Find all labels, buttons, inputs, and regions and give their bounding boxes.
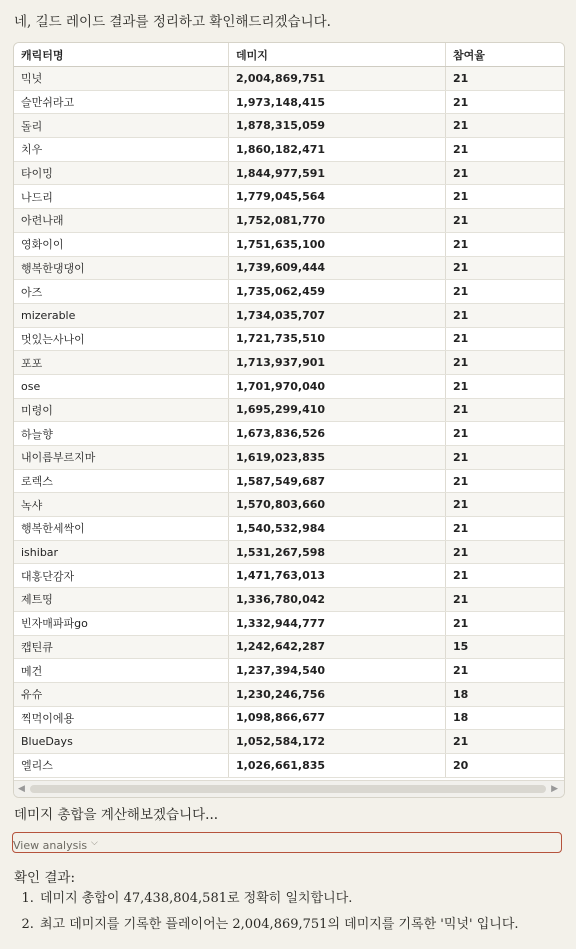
table-row	[14, 659, 564, 683]
cell-character: 캡틴큐	[14, 635, 229, 659]
table-row	[14, 588, 564, 612]
scroll-left-arrow-icon[interactable]: ◀	[18, 784, 25, 794]
table-header-row	[14, 43, 564, 67]
table-row	[14, 161, 564, 185]
cell-character: 찍먹이에용	[14, 706, 229, 730]
cell-damage: 1,752,081,770	[229, 209, 446, 233]
cell-participation: 21	[446, 517, 565, 541]
cell-damage: 1,237,394,540	[229, 659, 446, 683]
cell-participation: 21	[446, 209, 565, 233]
cell-participation: 21	[446, 232, 565, 256]
table-row	[14, 138, 564, 162]
cell-character: 유슈	[14, 682, 229, 706]
table-row	[14, 303, 564, 327]
cell-participation: 21	[446, 256, 565, 280]
cell-participation: 21	[446, 90, 565, 114]
cell-damage: 1,052,584,172	[229, 730, 446, 754]
cell-character: 포포	[14, 351, 229, 375]
cell-character: 치우	[14, 138, 229, 162]
header-damage: 데미지	[229, 43, 446, 67]
cell-damage: 1,242,642,287	[229, 635, 446, 659]
table-row	[14, 256, 564, 280]
cell-participation: 21	[446, 611, 565, 635]
cell-participation: 21	[446, 114, 565, 138]
table-row	[14, 351, 564, 375]
cell-damage: 1,673,836,526	[229, 422, 446, 446]
table-row	[14, 209, 564, 233]
scroll-right-arrow-icon[interactable]: ▶	[551, 784, 558, 794]
cell-character: 로렉스	[14, 469, 229, 493]
cell-damage: 1,779,045,564	[229, 185, 446, 209]
table-row	[14, 280, 564, 304]
cell-damage: 1,531,267,598	[229, 540, 446, 564]
cell-participation: 21	[446, 67, 565, 91]
cell-participation: 21	[446, 659, 565, 683]
cell-damage: 1,721,735,510	[229, 327, 446, 351]
cell-character: 아련나래	[14, 209, 229, 233]
cell-character: 하늘향	[14, 422, 229, 446]
cell-character: ishibar	[14, 540, 229, 564]
cell-participation: 21	[446, 540, 565, 564]
cell-damage: 1,540,532,984	[229, 517, 446, 541]
cell-character: 내이름부르지마	[14, 446, 229, 470]
cell-participation: 21	[446, 280, 565, 304]
table-row	[14, 327, 564, 351]
cell-damage: 1,336,780,042	[229, 588, 446, 612]
cell-participation: 21	[446, 185, 565, 209]
table-row	[14, 446, 564, 470]
scroll-thumb[interactable]	[30, 785, 546, 793]
result-title: 확인 결과:	[14, 870, 76, 886]
table-row	[14, 374, 564, 398]
cell-damage: 1,734,035,707	[229, 303, 446, 327]
cell-character: 아즈	[14, 280, 229, 304]
cell-character: 대홍단감자	[14, 564, 229, 588]
cell-damage: 1,713,937,901	[229, 351, 446, 375]
cell-damage: 1,587,549,687	[229, 469, 446, 493]
cell-damage: 1,878,315,059	[229, 114, 446, 138]
cell-damage: 1,739,609,444	[229, 256, 446, 280]
cell-character: 미령이	[14, 398, 229, 422]
cell-participation: 21	[446, 398, 565, 422]
table-row	[14, 540, 564, 564]
cell-character: 녹샤	[14, 493, 229, 517]
cell-damage: 1,751,635,100	[229, 232, 446, 256]
table-row	[14, 90, 564, 114]
cell-participation: 21	[446, 469, 565, 493]
table-row	[14, 185, 564, 209]
result-list	[14, 886, 576, 938]
cell-participation: 15	[446, 635, 565, 659]
cell-character: ose	[14, 374, 229, 398]
cell-participation: 20	[446, 753, 565, 777]
cell-damage: 1,098,866,677	[229, 706, 446, 730]
cell-damage: 1,471,763,013	[229, 564, 446, 588]
cell-participation: 21	[446, 161, 565, 185]
cell-character: 행복한세싹이	[14, 517, 229, 541]
table-row	[14, 114, 564, 138]
table-row	[14, 517, 564, 541]
cell-participation: 21	[446, 327, 565, 351]
cell-character: BlueDays	[14, 730, 229, 754]
calc-text: 데미지 총합을 계산해보겠습니다...	[14, 807, 219, 823]
cell-damage: 1,701,970,040	[229, 374, 446, 398]
cell-character: 빈자매파파go	[14, 611, 229, 635]
cell-participation: 21	[446, 730, 565, 754]
cell-damage: 1,735,062,459	[229, 280, 446, 304]
cell-participation: 21	[446, 303, 565, 327]
cell-participation: 21	[446, 564, 565, 588]
cell-character: mizerable	[14, 303, 229, 327]
cell-damage: 1,860,182,471	[229, 138, 446, 162]
table-row	[14, 67, 564, 91]
cell-participation: 18	[446, 706, 565, 730]
table-row	[14, 493, 564, 517]
table-row	[14, 730, 564, 754]
cell-participation: 21	[446, 374, 565, 398]
cell-character: 엘리스	[14, 753, 229, 777]
header-character: 캐릭터명	[14, 43, 229, 67]
cell-participation: 18	[446, 682, 565, 706]
cell-character: 메건	[14, 659, 229, 683]
table-row	[14, 682, 564, 706]
table-row	[14, 706, 564, 730]
cell-damage: 1,619,023,835	[229, 446, 446, 470]
view-analysis-label: View analysis	[13, 839, 88, 852]
table-row	[14, 232, 564, 256]
cell-character: 타이밍	[14, 161, 229, 185]
cell-character: 멋있는사나이	[14, 327, 229, 351]
cell-character: 돌리	[14, 114, 229, 138]
cell-damage: 1,695,299,410	[229, 398, 446, 422]
cell-damage: 2,004,869,751	[229, 67, 446, 91]
cell-damage: 1,230,246,756	[229, 682, 446, 706]
list-item: 2. 최고 데미지를 기록한 플레이어는 2,004,869,751의 데미지를 기록한 '믹넛' 입니다.	[38, 912, 576, 938]
chevron-down-icon: ⌵	[91, 838, 98, 848]
header-participation: 참여율	[446, 43, 565, 67]
cell-participation: 21	[446, 138, 565, 162]
cell-participation: 21	[446, 588, 565, 612]
list-item: 1. 데미지 총합이 47,438,804,581로 정확히 일치합니다.	[38, 886, 576, 912]
table-row	[14, 564, 564, 588]
cell-character: 행복한댕댕이	[14, 256, 229, 280]
table-row	[14, 469, 564, 493]
cell-character: 슬만쉬라고	[14, 90, 229, 114]
table-row	[14, 611, 564, 635]
cell-character: 믹넛	[14, 67, 229, 91]
cell-participation: 21	[446, 493, 565, 517]
view-analysis-button[interactable]	[12, 832, 562, 853]
cell-participation: 21	[446, 422, 565, 446]
data-table-card	[13, 42, 565, 798]
intro-text: 네, 길드 레이드 결과를 정리하고 확인해드리겠습니다.	[14, 14, 331, 30]
cell-participation: 21	[446, 351, 565, 375]
cell-damage: 1,844,977,591	[229, 161, 446, 185]
horizontal-scrollbar[interactable]	[14, 780, 564, 797]
cell-damage: 1,332,944,777	[229, 611, 446, 635]
cell-damage: 1,973,148,415	[229, 90, 446, 114]
cell-damage: 1,026,661,835	[229, 753, 446, 777]
table-row	[14, 753, 564, 777]
cell-character: 영화이이	[14, 232, 229, 256]
cell-participation: 21	[446, 446, 565, 470]
cell-character: 제트띵	[14, 588, 229, 612]
cell-character: 나드리	[14, 185, 229, 209]
cell-damage: 1,570,803,660	[229, 493, 446, 517]
table-row	[14, 635, 564, 659]
raid-result-table	[14, 43, 564, 778]
table-row	[14, 398, 564, 422]
table-row	[14, 422, 564, 446]
